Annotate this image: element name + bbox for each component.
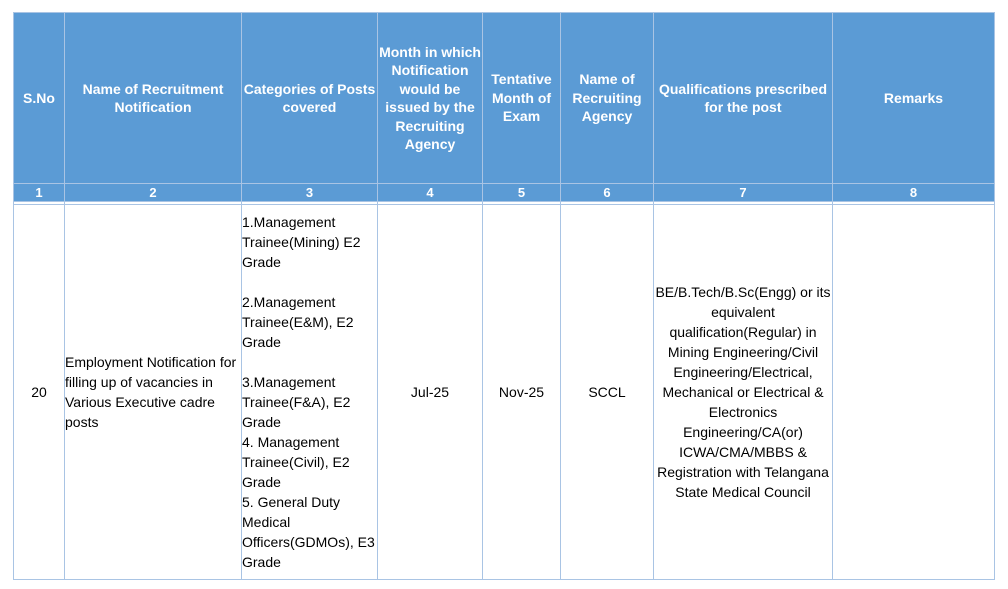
cell-notification-name: Employment Notification for filling up of vacancies in Various Executive cadre posts (65, 205, 242, 580)
header-notification-month: Month in which Notification would be issued by the Recruiting Agency (378, 13, 483, 184)
header-row (14, 13, 995, 184)
cell-notification-month: Jul-25 (378, 205, 483, 580)
column-number: 7 (654, 184, 833, 202)
column-number: 8 (833, 184, 995, 202)
column-number: 5 (483, 184, 561, 202)
cell-qualifications: BE/B.Tech/B.Sc(Engg) or its equivalent qualification(Regular) in Mining Engineering/Civil Engineering/Electrical, Mechanical or Electrical & Electronics Engineering/CA(or) ICWA/CMA/MBBS & Registration with Telangana State Medical Council (654, 205, 833, 580)
header-exam-month: Tentative Month of Exam (483, 13, 561, 184)
header-notification-name: Name of Recruitment Notification (65, 13, 242, 184)
header-qualifications: Qualifications prescribed for the post (654, 13, 833, 184)
header-agency: Name of Recruiting Agency (561, 13, 654, 184)
category-item: 4. Management Trainee(Civil), E2 Grade (242, 434, 350, 490)
cell-sno: 20 (14, 205, 65, 580)
column-number: 6 (561, 184, 654, 202)
header-categories: Categories of Posts covered (242, 13, 378, 184)
cell-agency: SCCL (561, 205, 654, 580)
category-item: 2.Management Trainee(E&M), E2 Grade (242, 294, 354, 350)
cell-remarks (833, 205, 995, 580)
recruitment-table (13, 12, 995, 580)
column-number: 4 (378, 184, 483, 202)
column-number: 2 (65, 184, 242, 202)
category-item: 1.Management Trainee(Mining) E2 Grade (242, 214, 361, 270)
cell-exam-month: Nov-25 (483, 205, 561, 580)
column-number: 1 (14, 184, 65, 202)
cell-categories (242, 205, 378, 580)
category-item: 5. General Duty Medical Officers(GDMOs), E3 Grade (242, 494, 375, 570)
column-number-row (14, 184, 995, 202)
header-remarks: Remarks (833, 13, 995, 184)
table-row (14, 205, 995, 580)
header-sno: S.No (14, 13, 65, 184)
column-number: 3 (242, 184, 378, 202)
category-item: 3.Management Trainee(F&A), E2 Grade (242, 374, 351, 430)
